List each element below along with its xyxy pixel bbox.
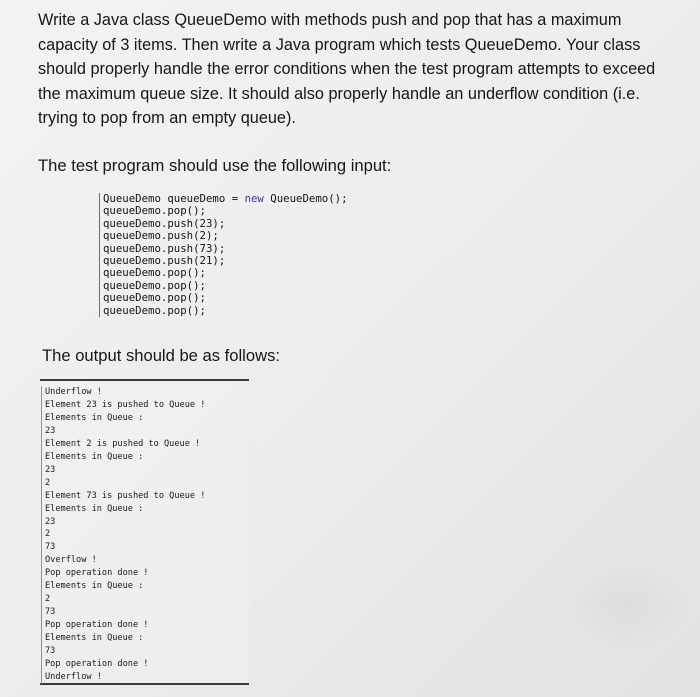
output-heading: The output should be as follows: [42,346,280,365]
output-line: Pop operation done ! [41,619,249,632]
output-line: 23 [41,516,249,529]
output-line: Pop operation done ! [41,567,249,580]
code-first-suffix: QueueDemo(); [263,192,348,205]
code-line: queueDemo.pop(); [103,291,206,305]
code-line: queueDemo.push(21); [103,254,226,268]
code-snippet [99,193,373,317]
output-line: 73 [41,606,249,619]
code-keyword-new: new [244,192,264,205]
code-line: queueDemo.pop(); [103,303,206,317]
code-line: queueDemo.pop(); [103,266,206,280]
output-line: 23 [41,425,249,438]
output-line: Overflow ! [41,554,249,567]
expected-output-console [40,379,249,685]
output-line: 73 [41,645,249,658]
output-line: Element 23 is pushed to Queue ! [41,399,249,412]
code-line: queueDemo.push(2); [103,229,219,243]
output-line: 23 [41,464,249,477]
output-line: 73 [41,541,249,554]
output-line: Elements in Queue : [41,632,249,645]
output-line: Elements in Queue : [41,412,249,425]
output-line: Element 2 is pushed to Queue ! [41,438,249,451]
output-line: 2 [41,477,249,490]
code-line: queueDemo.pop(); [103,204,206,218]
code-line: queueDemo.push(23); [103,216,226,230]
output-line: Pop operation done ! [41,658,249,671]
output-line: Elements in Queue : [41,451,249,464]
output-line: Element 73 is pushed to Queue ! [41,490,249,503]
output-line: 2 [41,528,249,541]
output-line: Underflow ! [41,671,249,684]
code-line: queueDemo.pop(); [103,278,206,292]
output-line: Underflow ! [41,386,249,399]
output-line: Elements in Queue : [41,580,249,593]
input-heading: The test program should use the following input: [38,156,392,175]
output-line: Elements in Queue : [41,503,249,516]
output-line: 2 [41,593,249,606]
code-first-prefix: QueueDemo queueDemo = [103,192,245,205]
question-paragraph: Write a Java class QueueDemo with methods push and pop that has a maximum capacity of 3 items. Then write a Java program which tests QueueDemo. Your class should properly handle the error conditions when the test program attempts to exceed the maximum queue size. It should also properly handle an underflow condition (i.e. trying to pop from an empty queue). [38,11,656,128]
paper-smudge [560,560,690,650]
code-line: queueDemo.push(73); [103,241,226,255]
